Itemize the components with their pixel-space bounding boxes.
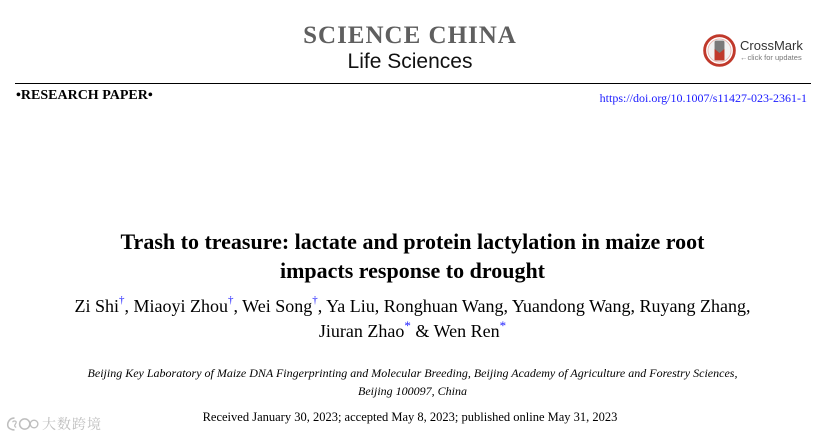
author-name: Zi Shi (74, 296, 119, 316)
publication-dates: Received January 30, 2023; accepted May 8, 2023; published online May 31, 2023 (202, 410, 618, 424)
paper-title-line: Trash to treasure: lactate and protein lactylation in maize root (120, 229, 705, 254)
author[interactable] (326, 296, 375, 316)
crossmark-label: CrossMark (740, 37, 803, 53)
author-separator: & (410, 321, 434, 341)
affiliation-line: Beijing 100097, China (358, 384, 467, 398)
author-name: Yuandong Wang (511, 296, 631, 316)
author[interactable] (74, 296, 124, 316)
author-line (20, 294, 805, 319)
author-separator: , (317, 296, 327, 316)
equal-contribution-mark: † (118, 294, 125, 306)
author[interactable] (433, 318, 507, 341)
author-name: Wei Song (242, 296, 313, 316)
author[interactable] (384, 296, 504, 316)
author-line (20, 319, 805, 344)
author[interactable] (242, 296, 318, 316)
author[interactable] (318, 318, 411, 341)
author[interactable] (640, 296, 746, 316)
author-name: Jiuran Zhao (318, 321, 405, 341)
watermark-text: 大数跨境 (42, 417, 102, 433)
author[interactable] (512, 296, 631, 316)
watermark (6, 414, 102, 434)
author-name: Miaoyi Zhou (133, 296, 228, 316)
crossmark-icon (703, 34, 736, 67)
crossmark-button[interactable] (703, 32, 815, 68)
author-separator: , (503, 296, 512, 316)
author-list (20, 294, 805, 344)
author-name: Ronghuan Wang (383, 296, 504, 316)
author-separator: , (630, 296, 640, 316)
equal-contribution-mark: † (312, 294, 318, 306)
corresponding-author-mark: * (499, 318, 507, 333)
equal-contribution-mark: † (227, 294, 234, 306)
author-separator: , (233, 296, 243, 316)
author-separator: , (746, 296, 751, 316)
header-divider (15, 83, 811, 84)
author-name: Ruyang Zhang (639, 296, 747, 316)
journal-title: SCIENCE CHINA (303, 22, 517, 49)
author-name: Ya Liu (326, 296, 375, 316)
corresponding-author-mark: * (404, 318, 411, 333)
author[interactable] (133, 296, 233, 316)
paper-title (20, 227, 805, 285)
author-name: Wen Ren (433, 321, 500, 341)
author-separator: , (374, 296, 384, 316)
affiliation (20, 364, 805, 400)
author-separator: , (124, 296, 134, 316)
paper-title-line: impacts response to drought (279, 258, 546, 283)
brand-logo-icon (6, 415, 40, 433)
crossmark-sublabel: ←click for updates (740, 52, 802, 62)
doi-link[interactable]: https://doi.org/10.1007/s11427-023-2361-1 (599, 91, 807, 105)
journal-subtitle: Life Sciences (347, 50, 473, 73)
paper-type-label: •RESEARCH PAPER• (16, 88, 153, 103)
crossmark-text (740, 39, 803, 62)
affiliation-line: Beijing Key Laboratory of Maize DNA Fingerprinting and Molecular Breeding, Beijing Academy of Agriculture and Forestry Sciences, (87, 366, 738, 380)
